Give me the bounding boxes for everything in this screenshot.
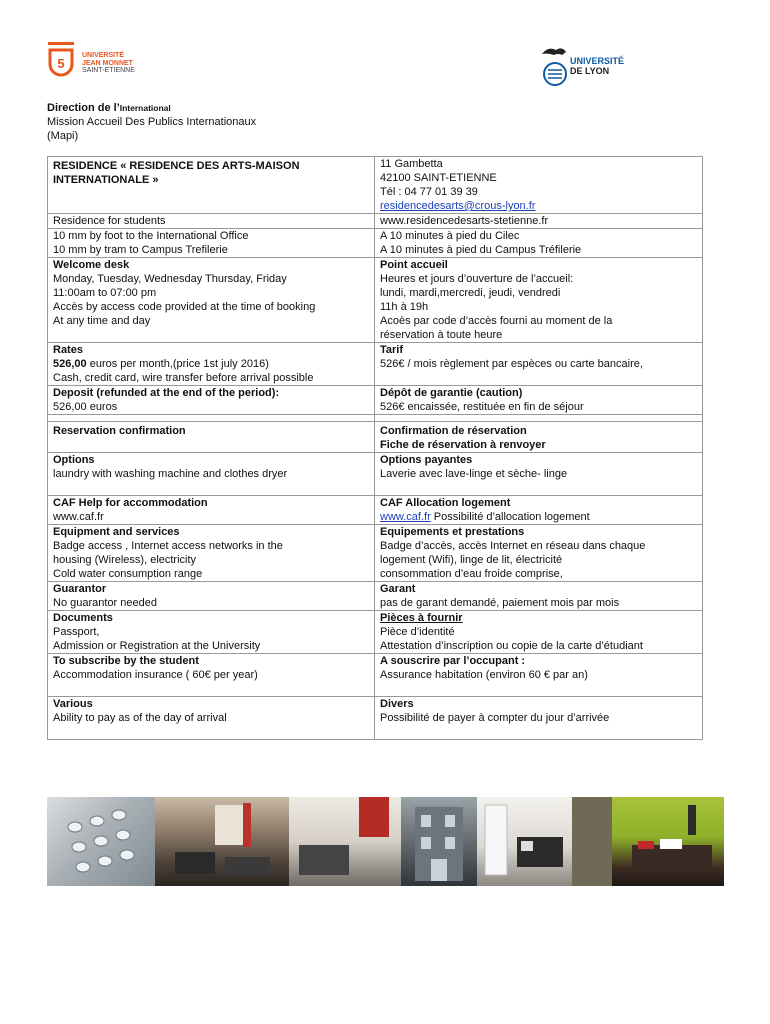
deposit-fr-value: 526€ encaissée, restituée en fin de séjour bbox=[380, 401, 584, 413]
table-row bbox=[48, 611, 703, 654]
subscribe-en-heading: To subscribe by the student bbox=[53, 655, 199, 667]
table-row bbox=[48, 582, 703, 611]
welcome-en-line: 11:00am to 07:00 pm bbox=[53, 287, 157, 299]
rates-fr bbox=[375, 343, 703, 386]
table-row bbox=[48, 525, 703, 582]
caf-fr-detail: Possibilité d’allocation logement bbox=[430, 511, 590, 523]
intro-fr-line: A 10 minutes à pied du Campus Tréfilerie bbox=[380, 244, 582, 256]
table-row bbox=[48, 654, 703, 697]
table-row bbox=[48, 157, 703, 214]
documents-fr-line: Pièce d’identité bbox=[380, 626, 455, 638]
documents-en-line: Admission or Registration at the University bbox=[53, 640, 261, 652]
options-en-heading: Options bbox=[53, 454, 95, 466]
photo-bedroom bbox=[572, 797, 724, 886]
deposit-fr-heading: Dépôt de garantie (caution) bbox=[380, 387, 523, 399]
table-row bbox=[48, 229, 703, 258]
table-row bbox=[48, 343, 703, 386]
welcome-fr bbox=[375, 258, 703, 343]
bedroom-icon bbox=[572, 797, 724, 886]
various-en bbox=[48, 697, 375, 740]
subscribe-fr-detail: Assurance habitation (environ 60 € par an) bbox=[380, 669, 588, 681]
equipment-fr-line: Badge d’accès, accès Internet en réseau dans chaque bbox=[380, 540, 646, 552]
various-fr-detail: Possibilité de payer à compter du jour d’arrivée bbox=[380, 712, 610, 724]
guarantor-en bbox=[48, 582, 375, 611]
welcome-en-line: Accès by access code provided at the time of booking bbox=[53, 301, 316, 313]
rates-en-heading: Rates bbox=[53, 344, 83, 356]
studio-icon bbox=[289, 797, 401, 886]
welcome-en-line: Monday, Tuesday, Wednesday Thursday, Friday bbox=[53, 273, 287, 285]
ujm-emblem-icon bbox=[46, 42, 76, 88]
various-fr-heading: Divers bbox=[380, 698, 414, 710]
equipment-en-heading: Equipment and services bbox=[53, 526, 180, 538]
options-fr-heading: Options payantes bbox=[380, 454, 473, 466]
documents-en-line: Passport, bbox=[53, 626, 100, 638]
documents-fr-line: Attestation d’inscription ou copie de la carte d’étudiant bbox=[380, 640, 643, 652]
ujm-logo bbox=[46, 42, 146, 88]
guarantor-en-heading: Guarantor bbox=[53, 583, 107, 595]
email-link[interactable]: residencedesarts@crous-lyon.fr bbox=[380, 200, 536, 212]
rates-en-detail: euros per month,(price 1st july 2016) bbox=[86, 358, 269, 370]
table-row bbox=[48, 453, 703, 496]
table-row bbox=[48, 496, 703, 525]
reservation-en-heading: Reservation confirmation bbox=[53, 425, 186, 437]
subscribe-fr bbox=[375, 654, 703, 697]
caf-en-heading: CAF Help for accommodation bbox=[53, 497, 208, 509]
rates-en bbox=[48, 343, 375, 386]
options-fr-detail: Laverie avec lave-linge et sèche- linge bbox=[380, 468, 568, 480]
spacer bbox=[53, 438, 369, 452]
reservation-en bbox=[48, 422, 375, 453]
caf-fr-link[interactable]: www.caf.fr bbox=[380, 511, 431, 523]
intro-en-line: Residence for students bbox=[53, 215, 166, 227]
documents-en-heading: Documents bbox=[53, 612, 113, 624]
various-en-detail: Ability to pay as of the day of arrival bbox=[53, 712, 227, 724]
address-line2: 42100 SAINT-ETIENNE bbox=[380, 172, 497, 184]
guarantor-en-detail: No guarantor needed bbox=[53, 597, 157, 609]
living-room-icon bbox=[155, 797, 289, 886]
phone: Tél : 04 77 01 39 39 bbox=[380, 186, 478, 198]
building-icon bbox=[401, 797, 477, 886]
guarantor-fr-detail: pas de garant demandé, paiement mois par mois bbox=[380, 597, 620, 609]
options-fr bbox=[375, 453, 703, 496]
photo-building bbox=[401, 797, 477, 886]
welcome-fr-line: réservation à toute heure bbox=[380, 329, 503, 341]
spacer bbox=[380, 481, 697, 495]
intro-en bbox=[48, 214, 375, 229]
caf-fr bbox=[375, 496, 703, 525]
ujm-line2: JEAN MONNET bbox=[82, 59, 133, 67]
address-line1: 11 Gambetta bbox=[380, 158, 443, 170]
equipment-fr-line: consommation d’eau froide comprise, bbox=[380, 568, 563, 580]
equipment-en-line: housing (Wireless), electricity bbox=[53, 554, 197, 566]
residence-info-table bbox=[47, 156, 703, 740]
direction-line bbox=[47, 101, 256, 115]
welcome-fr-line: Acoès par code d’accès fourni au moment de la bbox=[380, 315, 613, 327]
udl-line2: DE LYON bbox=[570, 66, 610, 76]
spacer bbox=[380, 725, 697, 739]
svg-text:5: 5 bbox=[57, 56, 65, 71]
options-en bbox=[48, 453, 375, 496]
intro-en-line: 10 mm by tram to Campus Trefilerie bbox=[53, 244, 228, 256]
rates-fr-heading: Tarif bbox=[380, 344, 404, 356]
table-row bbox=[48, 415, 703, 422]
caf-en bbox=[48, 496, 375, 525]
spacer bbox=[53, 481, 369, 495]
various-fr bbox=[375, 697, 703, 740]
mapi-line: (Mapi) bbox=[47, 130, 79, 142]
residence-title: RESIDENCE « RESIDENCE DES ARTS-MAISON INTERNATIONALE » bbox=[48, 157, 375, 214]
residence-photo-strip bbox=[47, 797, 724, 886]
reservation-fr-subheading: Fiche de réservation à renvoyer bbox=[380, 439, 546, 451]
welcome-en-line: At any time and day bbox=[53, 315, 151, 327]
welcome-fr-line: 11h à 19h bbox=[380, 301, 429, 313]
welcome-en bbox=[48, 258, 375, 343]
direction-main: Direction de l’ bbox=[47, 102, 120, 114]
equipment-en-line: Cold water consumption range bbox=[53, 568, 203, 580]
table-row bbox=[48, 214, 703, 229]
udl-lion-icon bbox=[540, 44, 570, 88]
deposit-en-value: 526,00 euros bbox=[53, 401, 118, 413]
spacer bbox=[53, 725, 369, 739]
documents-fr-heading: Pièces à fournir bbox=[380, 612, 463, 624]
udl-logo bbox=[540, 44, 650, 88]
intro-en-rest bbox=[48, 229, 375, 258]
ujm-line1: UNIVERSITÉ bbox=[82, 52, 125, 59]
spacer-cell bbox=[48, 415, 375, 422]
equipment-en bbox=[48, 525, 375, 582]
intro-fr bbox=[375, 229, 703, 258]
various-en-heading: Various bbox=[53, 698, 93, 710]
spacer bbox=[53, 682, 369, 696]
caf-en-site: www.caf.fr bbox=[53, 511, 104, 523]
rates-en-payment: Cash, credit card, wire transfer before arrival possible bbox=[53, 372, 314, 384]
ujm-line3: SAINT-ETIENNE bbox=[82, 67, 135, 74]
table-row bbox=[48, 258, 703, 343]
photo-kitchen bbox=[477, 797, 572, 886]
guarantor-fr-heading: Garant bbox=[380, 583, 416, 595]
equipment-fr bbox=[375, 525, 703, 582]
website-cell bbox=[375, 214, 703, 229]
equipment-en-line: Badge access , Internet access networks in the bbox=[53, 540, 283, 552]
direction-small: International bbox=[119, 103, 171, 113]
rates-fr-detail: 526€ / mois règlement par espèces ou carte bancaire, bbox=[380, 358, 643, 370]
rates-en-amount: 526,00 bbox=[53, 358, 87, 370]
welcome-fr-heading: Point accueil bbox=[380, 259, 448, 271]
rates-en-price bbox=[53, 357, 369, 371]
caf-fr-line bbox=[380, 510, 697, 524]
table-row bbox=[48, 386, 703, 415]
website[interactable]: www.residencedesarts-stetienne.fr bbox=[380, 215, 549, 227]
spacer-cell bbox=[375, 415, 703, 422]
table-row bbox=[48, 697, 703, 740]
documents-fr bbox=[375, 611, 703, 654]
subscribe-fr-heading: A souscrire par l’occupant : bbox=[380, 655, 526, 667]
equipment-fr-line: logement (Wifi), linge de lit, électricité bbox=[380, 554, 563, 566]
welcome-en-heading: Welcome desk bbox=[53, 259, 130, 271]
subscribe-en bbox=[48, 654, 375, 697]
photo-keypad bbox=[47, 797, 155, 886]
reservation-fr-heading: Confirmation de réservation bbox=[380, 425, 527, 437]
mission-line: Mission Accueil Des Publics Internationaux bbox=[47, 116, 257, 128]
contact-cell bbox=[375, 157, 703, 214]
documents-en bbox=[48, 611, 375, 654]
table-row bbox=[48, 422, 703, 453]
caf-fr-heading: CAF Allocation logement bbox=[380, 497, 511, 509]
intro-fr-line: A 10 minutes à pied du Cilec bbox=[380, 230, 520, 242]
deposit-fr bbox=[375, 386, 703, 415]
guarantor-fr bbox=[375, 582, 703, 611]
photo-studio bbox=[289, 797, 401, 886]
reservation-fr bbox=[375, 422, 703, 453]
keypad-icon bbox=[47, 797, 155, 886]
subscribe-en-detail: Accommodation insurance ( 60€ per year) bbox=[53, 669, 258, 681]
udl-line1: UNIVERSITÉ bbox=[570, 56, 625, 66]
document-header bbox=[47, 101, 256, 143]
kitchen-icon bbox=[477, 797, 572, 886]
welcome-fr-line: Heures et jours d’ouverture de l’accueil: bbox=[380, 273, 574, 285]
photo-living-room bbox=[155, 797, 289, 886]
deposit-en bbox=[48, 386, 375, 415]
equipment-fr-heading: Equipements et prestations bbox=[380, 526, 525, 538]
deposit-en-heading: Deposit (refunded at the end of the period): bbox=[53, 387, 280, 399]
welcome-fr-line: lundi, mardi,mercredi, jeudi, vendredi bbox=[380, 287, 561, 299]
spacer bbox=[380, 682, 697, 696]
intro-en-line: 10 mm by foot to the International Office bbox=[53, 230, 249, 242]
options-en-detail: laundry with washing machine and clothes dryer bbox=[53, 468, 288, 480]
